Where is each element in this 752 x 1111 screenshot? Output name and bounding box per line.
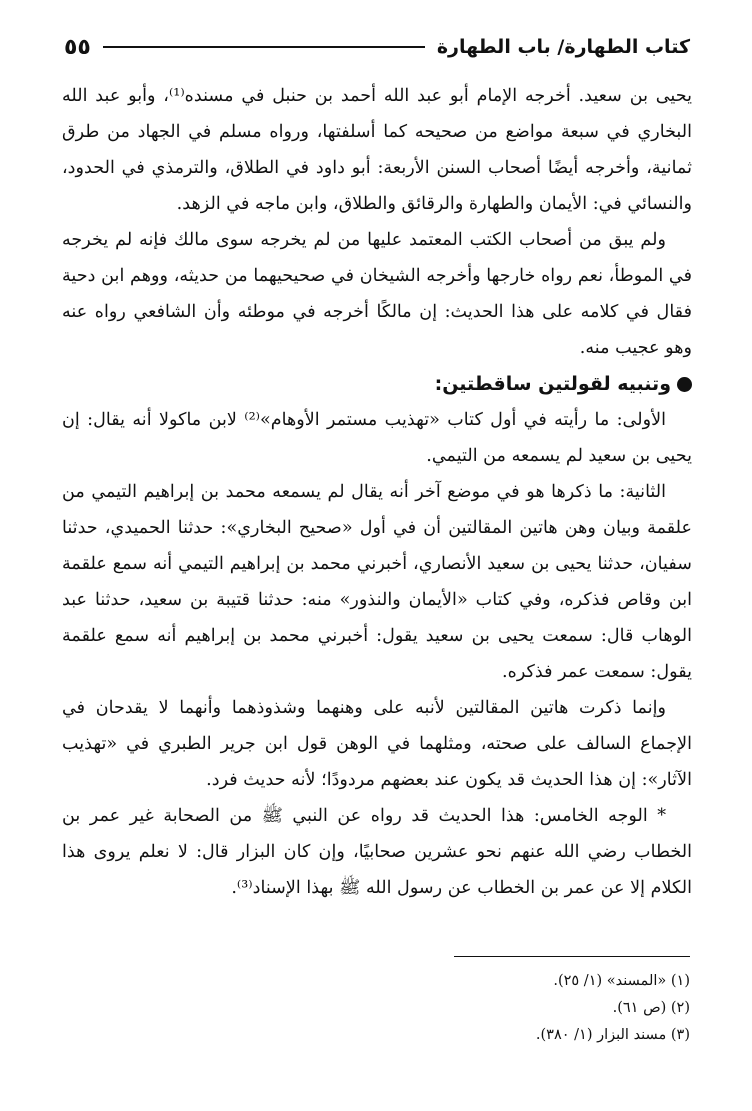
- header-rule: [103, 46, 425, 48]
- footnotes: [290, 968, 690, 1049]
- section-heading: [62, 366, 692, 402]
- paragraph: وإنما ذكرت هاتين المقالتين لأنبه على وهنهما وشذوذهما وأنهما لا يقدحان في الإجماع السالف على صحته، ومثلهما في الوهن قول ابن جرير الطبري في «تهذيب الآثار»: إن هذا الحديث قد يكون عند بعضهم مردودًا؛ لأنه حديث فرد.: [62, 698, 692, 790]
- footnote: (١) «المسند» (١/ ٢٥).: [553, 973, 690, 989]
- footnote: (٢) (ص ٦١).: [612, 1000, 690, 1016]
- main-text: [62, 78, 692, 906]
- bullet-icon: [677, 377, 692, 392]
- paragraph: ولم يبق من أصحاب الكتب المعتمد عليها من لم يخرجه سوى مالك فإنه لم يخرجه في الموطأ، نعم رواه خارجها وأخرجه الشيخان في صحيحيهما من حديثه، ووهم ابن دحية فقال في كلامه على هذا الحديث: إن مالكًا أخرجه في موطئه وأن الشافعي رواه عنه وهو عجيب منه.: [62, 230, 692, 358]
- header-title: كتاب الطهارة/ باب الطهارة: [436, 36, 690, 58]
- paragraph: الثانية: ما ذكرها هو في موضع آخر أنه يقال لم يسمعه محمد بن إبراهيم التيمي من علقمة وبيان وهن هاتين المقالتين أن في أول «صحيح البخاري»: حدثنا الحميدي، حدثنا سفيان، حدثنا يحيى بن سعيد الأنصاري، أخبرني محمد بن إبراهيم التيمي أنه سمع علقمة ابن وقاص فذكره، وفي كتاب «الأيمان والنذور» منه: حدثنا قتيبة بن سعيد، حدثنا عبد الوهاب قال: سمعت يحيى بن سعيد يقول: أخبرني محمد بن إبراهيم أنه سمع علقمة يقول: سمعت عمر فذكره.: [62, 482, 692, 682]
- footnote: (٣) مسند البزار (١/ ٣٨٠).: [535, 1027, 690, 1043]
- paragraph: الأولى: ما رأيته في أول كتاب «تهذيب مستمر الأوهام»⁽²⁾ لابن ماكولا أنه يقال: إن يحيى بن سعيد لم يسمعه من التيمي.: [62, 410, 692, 466]
- paragraph: يحيى بن سعيد. أخرجه الإمام أبو عبد الله أحمد بن حنبل في مسنده⁽¹⁾، وأبو عبد الله البخاري في سبعة مواضع من صحيحه كما أسلفتها، ورواه مسلم في الجهاد من طرق ثمانية، وأخرجه أيضًا أصحاب السنن الأربعة: أبو داود في الطلاق، والترمذي في الحدود، والنسائي في: الأيمان والطهارة والرقائق والطلاق، وابن ماجه في الزهد.: [62, 86, 692, 214]
- section-heading-text: وتنبيه لقولتين ساقطتين:: [434, 373, 671, 395]
- footnote-divider: [454, 956, 690, 957]
- running-header: [64, 32, 690, 62]
- paragraph: * الوجه الخامس: هذا الحديث قد رواه عن النبي ﷺ من الصحابة غير عمر بن الخطاب رضي الله عنهم نحو عشرين صحابيًا، وإن كان البزار قال: لا نعلم يروى هذا الكلام إلا عن عمر بن الخطاب عن رسول الله ﷺ بهذا الإسناد⁽³⁾.: [62, 806, 692, 898]
- page-number: ٥٥: [64, 34, 91, 60]
